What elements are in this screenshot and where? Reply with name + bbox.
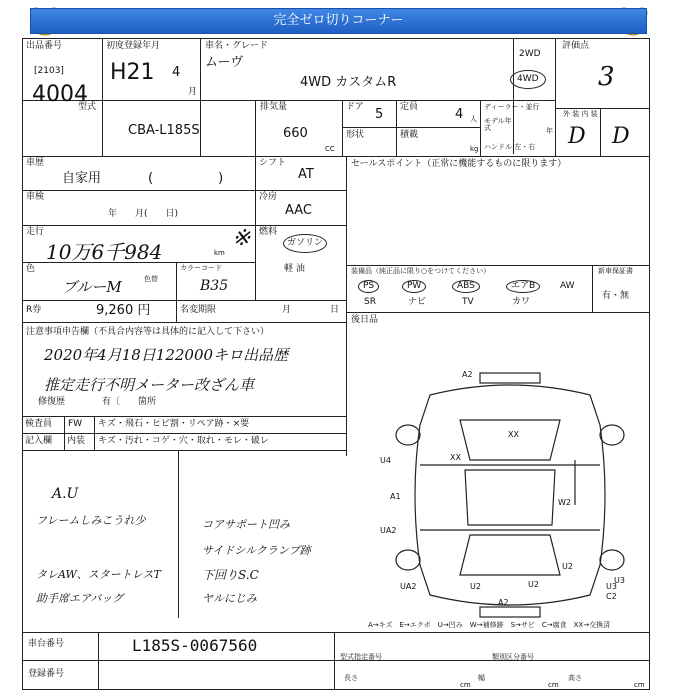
height-cm: cm (634, 681, 645, 689)
door-value: 5 (375, 107, 384, 122)
history-value: 自家用 (62, 171, 102, 186)
model-value: CBA-L185S (128, 123, 200, 138)
new-warranty-label: 新車保証書 (598, 267, 633, 275)
shape-label: 形状 (346, 130, 365, 140)
reg-expiry-label: 名変期限 (180, 305, 217, 315)
reg-month: 4 (172, 65, 181, 80)
color-change-label: 色替 (144, 275, 158, 283)
notes-line-1: 2020年4月18日122000キロ出品歴 (44, 346, 289, 364)
inspector-row1: キズ・飛石・ヒビ割・リペア跡・×要 (98, 419, 250, 429)
chassis-label: 車台番号 (28, 639, 65, 649)
handnote-6: 下回りS.C (202, 568, 259, 582)
reg-expiry-month: 月 (282, 305, 292, 315)
height-label: 高さ (568, 674, 582, 682)
history-label: 車歴 (26, 158, 45, 168)
mileage-label: 走行 (26, 227, 45, 237)
handnote-4: サイドシルクランプ跡 (202, 544, 311, 557)
model-year-unit: 年 (546, 127, 553, 135)
km-unit: km (214, 249, 225, 257)
drive-4wd-circled: 4WD (510, 70, 546, 89)
chassis-value: L185S-0067560 (132, 636, 258, 655)
inspection-value: 年 月( 日) (108, 209, 179, 219)
diagram-label-c2: C2 (606, 592, 617, 601)
ac-label: 冷房 (259, 192, 278, 202)
color-code-label: カラーコード (180, 264, 222, 272)
diagram-label-a1: A1 (390, 492, 401, 501)
drive-2wd: 2WD (519, 49, 541, 59)
shift-value: AT (298, 167, 314, 182)
length-label: 長さ (344, 674, 358, 682)
repair-value: 有〔 (102, 397, 121, 407)
lot-code: [2103] (34, 66, 64, 76)
score-label: 評価点 (562, 41, 590, 51)
diagram-label-u3-2: U3 (614, 576, 625, 585)
handnote-3: コアサポート凹み (202, 518, 290, 531)
score-value: 3 (598, 62, 615, 92)
grade: 4WD カスタムR (300, 75, 397, 90)
handnote-2: フレームしみこうれ少 (36, 514, 146, 527)
reg-number-label: 登録番号 (28, 669, 65, 679)
fuel-gas-circled: ガソリン (283, 234, 327, 253)
repair-part: 箇所 (138, 397, 157, 407)
width-label: 幅 (478, 674, 485, 682)
notes-header: 注意事項申告欄（不具合内容等は具体的に記入して下さい） (26, 327, 270, 337)
equip-ps: PS (358, 280, 379, 293)
inspector-row2-tag: 内装 (67, 436, 86, 446)
interior-grade: D (612, 124, 630, 149)
banner-title: 完全ゼロ切りコーナー (30, 8, 647, 34)
inspector-label-1: 検査員 (25, 419, 53, 429)
width-cm: cm (548, 681, 559, 689)
diagram-label-u2-1: U2 (470, 582, 481, 591)
first-reg-label: 初度登録年月 (106, 41, 161, 51)
diagram-label-xx-2: XX (450, 453, 461, 462)
mileage-mark: ※ (232, 226, 251, 251)
equip-pw: PW (402, 280, 426, 293)
length-cm: cm (460, 681, 471, 689)
recycle-value: 9,260 円 (96, 303, 151, 318)
exterior-grade: D (568, 124, 586, 149)
handnote-1: A.U (52, 486, 79, 502)
ac-value: AAC (285, 203, 312, 218)
kg-unit: kg (470, 145, 479, 153)
sales-point-label: セールスポイント（正常に機能するものに限ります） (351, 159, 567, 169)
notes-line-2: 推定走行不明メーター改ざん車 (44, 376, 255, 394)
capacity-label: 定員 (400, 102, 419, 112)
door-label: ドア (346, 102, 364, 112)
repair-label: 修復歴 (38, 397, 66, 407)
diagram-label-u4: U4 (380, 456, 391, 465)
equip-leather: カワ (512, 297, 531, 307)
lot-label: 出品番号 (26, 41, 63, 51)
recycle-label: R券 (26, 305, 42, 315)
diagram-label-a2-rear: A2 (498, 598, 509, 607)
model-year-label: モデル年式 (484, 117, 512, 132)
diagram-label-u2-3: U2 (562, 562, 573, 571)
diagram-label-u3-1: U3 (606, 582, 617, 591)
model-label: 型式 (78, 102, 97, 112)
diagram-legend: A→キズ E→エクボ U→凹み W→補修跡 S→サビ C→腐食 XX→交換済 (368, 621, 611, 629)
reg-expiry-day: 日 (330, 305, 340, 315)
era-year: H21 (110, 60, 155, 85)
fuel-label: 燃料 (259, 227, 278, 237)
diagram-label-ua2-2: UA2 (400, 582, 417, 591)
color-code-value: B35 (200, 278, 229, 294)
dealer-label: ディーラー・並行 (484, 103, 540, 111)
handnote-7: 助手席エアバッグ (36, 592, 124, 605)
fuel-light-oil: 軽 油 (284, 264, 305, 274)
rear-item-label: 後日品 (351, 315, 379, 325)
name-grade-label: 車名・グレード (205, 41, 269, 51)
displacement-value: 660 (283, 126, 308, 141)
inspection-label: 車検 (26, 192, 45, 202)
type-class-label: 類別区分番号 (492, 653, 534, 661)
diagram-label-u2-2: U2 (528, 580, 539, 589)
equip-abs: ABS (452, 280, 480, 293)
capacity-value: 4 (455, 107, 464, 122)
type-spec-label: 型式指定番号 (340, 653, 382, 661)
new-warranty-value: 有・無 (602, 291, 630, 301)
color-value: ブルーM (62, 278, 122, 296)
diagram-label-xx-1: XX (508, 430, 519, 439)
mileage-value: 10万6千984 (46, 240, 163, 264)
inspector-row1-tag: FW (68, 419, 83, 429)
equip-label: 装備品（純正品に限り○をつけてください） (351, 267, 491, 275)
inspector-row2: キズ・汚れ・コゲ・穴・取れ・モレ・破レ (98, 436, 269, 446)
equip-aw: AW (560, 281, 575, 291)
handle-label: ハンドル 左・右 (484, 143, 536, 151)
handnote-5: タレAW、スタートレスT (36, 568, 161, 581)
history-paren: ( ) (148, 171, 224, 186)
car-damage-diagram (370, 365, 650, 625)
ext-int-label: 外 装 内 装 (563, 110, 598, 118)
diagram-label-ua2-1: UA2 (380, 526, 397, 535)
handnote-8: ヤルにじみ (202, 592, 257, 605)
diagram-label-w2: W2 (558, 498, 571, 507)
equip-tv: TV (462, 297, 474, 307)
shift-label: シフト (259, 158, 287, 168)
displacement-label: 排気量 (260, 102, 288, 112)
month-unit: 月 (188, 87, 198, 97)
color-label: 色 (26, 264, 36, 274)
equip-airbag: エアB (506, 280, 540, 293)
equip-navi: ナビ (408, 297, 427, 307)
car-name: ムーヴ (205, 55, 244, 70)
equip-sr: SR (364, 297, 376, 307)
load-label: 積載 (400, 130, 419, 140)
lot-number: 4004 (32, 82, 88, 107)
capacity-unit: 人 (470, 115, 477, 123)
cc-unit: CC (325, 145, 335, 153)
diagram-label-a2-front: A2 (462, 370, 473, 379)
inspector-label-2: 記入欄 (25, 436, 53, 446)
